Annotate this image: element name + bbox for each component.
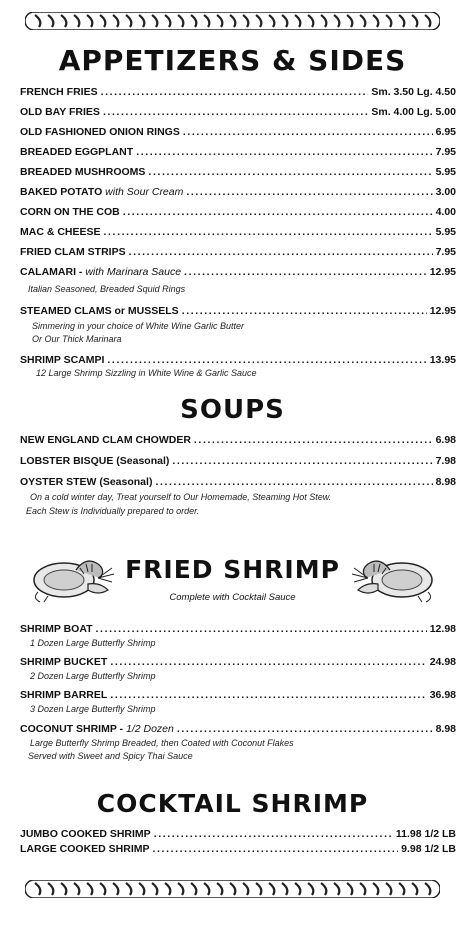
- shrimp-scampi-description: 12 Large Shrimp Sizzling in White Wine & Garlic Sauce: [36, 368, 257, 378]
- fried-shrimp-title: FRIED SHRIMP: [125, 555, 340, 584]
- menu-item-onion-rings: OLD FASHIONED ONION RINGS ..... 6.95: [20, 126, 456, 138]
- oyster-stew-description: On a cold winter day, Treat yourself to Our Homemade, Steaming Hot Stew.: [30, 492, 332, 502]
- menu-item-mac-and-cheese: MAC & CHEESE ..... 5.95: [20, 226, 456, 238]
- appetizers-title: APPETIZERS & SIDES: [58, 44, 407, 77]
- menu-item-oyster-stew: OYSTER STEW (Seasonal) ..... 8.98: [20, 476, 456, 488]
- menu-item-coconut-shrimp: COCONUT SHRIMP - 1/2 Dozen ..... 8.98: [20, 723, 456, 735]
- menu-item-steamed-clams: STEAMED CLAMS or MUSSELS ..... 12.95: [20, 305, 456, 317]
- menu-item-fried-clam-strips: FRIED CLAM STRIPS ..... 7.95: [20, 246, 456, 258]
- menu-item-shrimp-bucket: SHRIMP BUCKET ..... 24.98: [20, 656, 456, 668]
- rope-border-bottom: [25, 880, 440, 898]
- menu-item-shrimp-barrel: SHRIMP BARREL ..... 36.98: [20, 689, 456, 701]
- steamed-clams-description-2: Or Our Thick Marinara: [32, 334, 122, 344]
- menu-item-shrimp-scampi: SHRIMP SCAMPI ..... 13.95: [20, 354, 456, 366]
- menu-item-old-bay-fries: OLD BAY FRIES ..... Sm. 4.00 Lg. 5.00: [20, 106, 456, 118]
- menu-item-shrimp-boat: SHRIMP BOAT ..... 12.98: [20, 623, 456, 635]
- calamari-description: Italian Seasoned, Breaded Squid Rings: [28, 284, 186, 294]
- shrimp-boat-description: 1 Dozen Large Butterfly Shrimp: [30, 638, 156, 648]
- shrimp-bucket-description: 2 Dozen Large Butterfly Shrimp: [30, 671, 156, 681]
- menu-item-large-cooked-shrimp: LARGE COOKED SHRIMP ..... 9.98 1/2 LB: [20, 843, 456, 855]
- menu-item-clam-chowder: NEW ENGLAND CLAM CHOWDER ..... 6.98: [20, 434, 456, 446]
- menu-item-jumbo-cooked-shrimp: JUMBO COOKED SHRIMP ..... 11.98 1/2 LB: [20, 828, 456, 840]
- menu-item-lobster-bisque: LOBSTER BISQUE (Seasonal) ..... 7.98: [20, 455, 456, 467]
- menu-item-baked-potato: BAKED POTATO with Sour Cream ..... 3.00: [20, 186, 456, 198]
- menu-item-french-fries: FRENCH FRIES ..... Sm. 3.50 Lg. 4.50: [20, 86, 456, 98]
- steamed-clams-description: Simmering in your choice of White Wine Garlic Butter: [32, 321, 244, 331]
- menu-item-breaded-eggplant: BREADED EGGPLANT ..... 7.95: [20, 146, 456, 158]
- menu-item-breaded-mushrooms: BREADED MUSHROOMS ..... 5.95: [20, 166, 456, 178]
- oyster-stew-description-2: Each Stew is Individually prepared to order.: [26, 506, 200, 516]
- coconut-shrimp-description-2: Served with Sweet and Spicy Thai Sauce: [28, 751, 193, 761]
- menu-item-calamari: CALAMARI - with Marinara Sauce ..... 12.95: [20, 266, 456, 278]
- shrimp-barrel-description: 3 Dozen Large Butterfly Shrimp: [30, 704, 156, 714]
- soups-title: SOUPS: [180, 395, 285, 425]
- cocktail-shrimp-title: COCKTAIL SHRIMP: [96, 789, 369, 818]
- coconut-shrimp-description: Large Butterfly Shrimp Breaded, then Coated with Coconut Flakes: [30, 738, 294, 748]
- rope-border-top: [25, 12, 440, 30]
- fried-shrimp-subtitle: Complete with Cocktail Sauce: [169, 592, 296, 603]
- menu-item-corn-on-the-cob: CORN ON THE COB ..... 4.00: [20, 206, 456, 218]
